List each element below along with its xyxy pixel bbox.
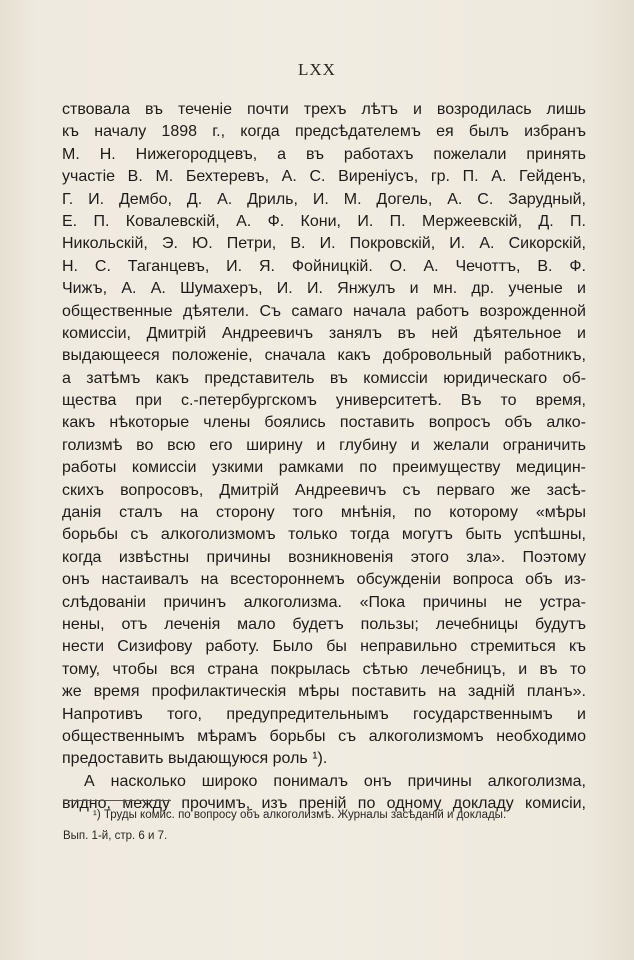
- text-line: данія сталъ на сторону того мнѣнія, по которому «мѣры: [62, 504, 586, 522]
- text-line: Е. П. Ковалевскій, А. Ф. Кони, И. П. Мержеевскій, Д. П.: [62, 212, 586, 230]
- text-line: же время профилактическія мѣры поставить на задній планъ».: [62, 683, 586, 701]
- text-line: а затѣмъ какъ представитель въ комиссіи юридическаго об-: [62, 369, 586, 387]
- page-number: LXX: [298, 60, 336, 79]
- text-line: нести Сизифову работу. Было бы неправильно стремиться къ: [62, 638, 586, 656]
- text-line: тому, чтобы вся страна покрылась сѣтью лечебницъ, и въ то: [62, 660, 586, 678]
- text-line: къ началу 1898 г., когда предсѣдателемъ ея былъ избранъ: [62, 123, 586, 141]
- text-line: Напротивъ того, предупредительнымъ государственнымъ и: [62, 705, 586, 723]
- text-line: когда извѣстны причины возникновенія этого зла». Поэтому: [62, 548, 586, 566]
- text-line: слѣдованіи причинъ алкоголизма. «Пока причины не устра-: [62, 593, 586, 611]
- text-line: Никольскій, Э. Ю. Петри, В. И. Покровскій, И. А. Сикорскій,: [62, 235, 586, 253]
- text-line: общественные дѣятели. Съ самаго начала работъ возрожденной: [62, 302, 586, 320]
- text-line-paragraph-end: предоставить выдающуюся роль ¹).: [62, 750, 328, 768]
- text-line: общественнымъ мѣрамъ борьбы съ алкоголизмомъ необходимо: [62, 727, 586, 745]
- text-line: М. Н. Нижегородцевъ, а въ работахъ пожелали принять: [62, 145, 586, 163]
- text-line: нены, отъ леченія мало будетъ пользы; лечебницы будутъ: [62, 615, 586, 633]
- text-line: борьбы съ алкоголизмомъ только тогда могутъ быть успѣшны,: [62, 526, 586, 544]
- body-text: [62, 99, 586, 816]
- text-line: скихъ вопросовъ, Дмитрій Андреевичъ съ перваго же засѣ-: [62, 481, 586, 499]
- text-line: видно, между прочимъ, изъ преній по одному докладу комисіи,: [62, 795, 586, 813]
- text-line: выдающееся положеніе, сначала какъ добровольный работникъ,: [62, 347, 586, 365]
- footnote-line: Вып. 1-й, стр. 6 и 7.: [63, 830, 168, 842]
- footnote-line: ¹) Труды комис. по вопросу объ алкоголизмѣ. Журналы засѣданій и доклады.: [93, 809, 507, 821]
- text-line: голизмѣ во всю его ширину и глубину и желали ограничить: [62, 436, 586, 454]
- text-line: Чижъ, А. А. Шумахеръ, И. И. Янжулъ и мн. др. ученые и: [62, 280, 586, 298]
- text-line: щества при с.-петербургскомъ университетѣ. Въ то время,: [62, 392, 586, 410]
- footnote: [63, 805, 585, 847]
- text-line: какъ нѣкоторые члены боялись поставить вопросъ объ алко-: [62, 414, 586, 432]
- text-line: Н. С. Таганцевъ, И. Я. Фойницкій. О. А. Чечоттъ, В. Ф.: [62, 257, 586, 275]
- text-line-paragraph-start: А насколько широко понималъ онъ причины алкоголизма,: [84, 772, 586, 790]
- text-line: работы комиссіи узкими рамками по преимуществу медицин-: [62, 459, 586, 477]
- text-line: Г. И. Дембо, Д. А. Дриль, И. М. Догель, А. С. Зарудный,: [62, 190, 586, 208]
- text-line: участіе В. М. Бехтеревъ, А. С. Виреніусъ, гр. П. А. Гейденъ,: [62, 168, 586, 186]
- text-line: онъ настаивалъ на всестороннемъ обсужденіи вопроса объ из-: [62, 571, 586, 589]
- text-line: комиссіи, Дмитрій Андреевичъ занялъ въ ней дѣятельное и: [62, 324, 586, 342]
- text-line: ствовала въ теченіе почти трехъ лѣтъ и возродилась лишь: [62, 101, 586, 118]
- footnote-rule: [63, 800, 171, 801]
